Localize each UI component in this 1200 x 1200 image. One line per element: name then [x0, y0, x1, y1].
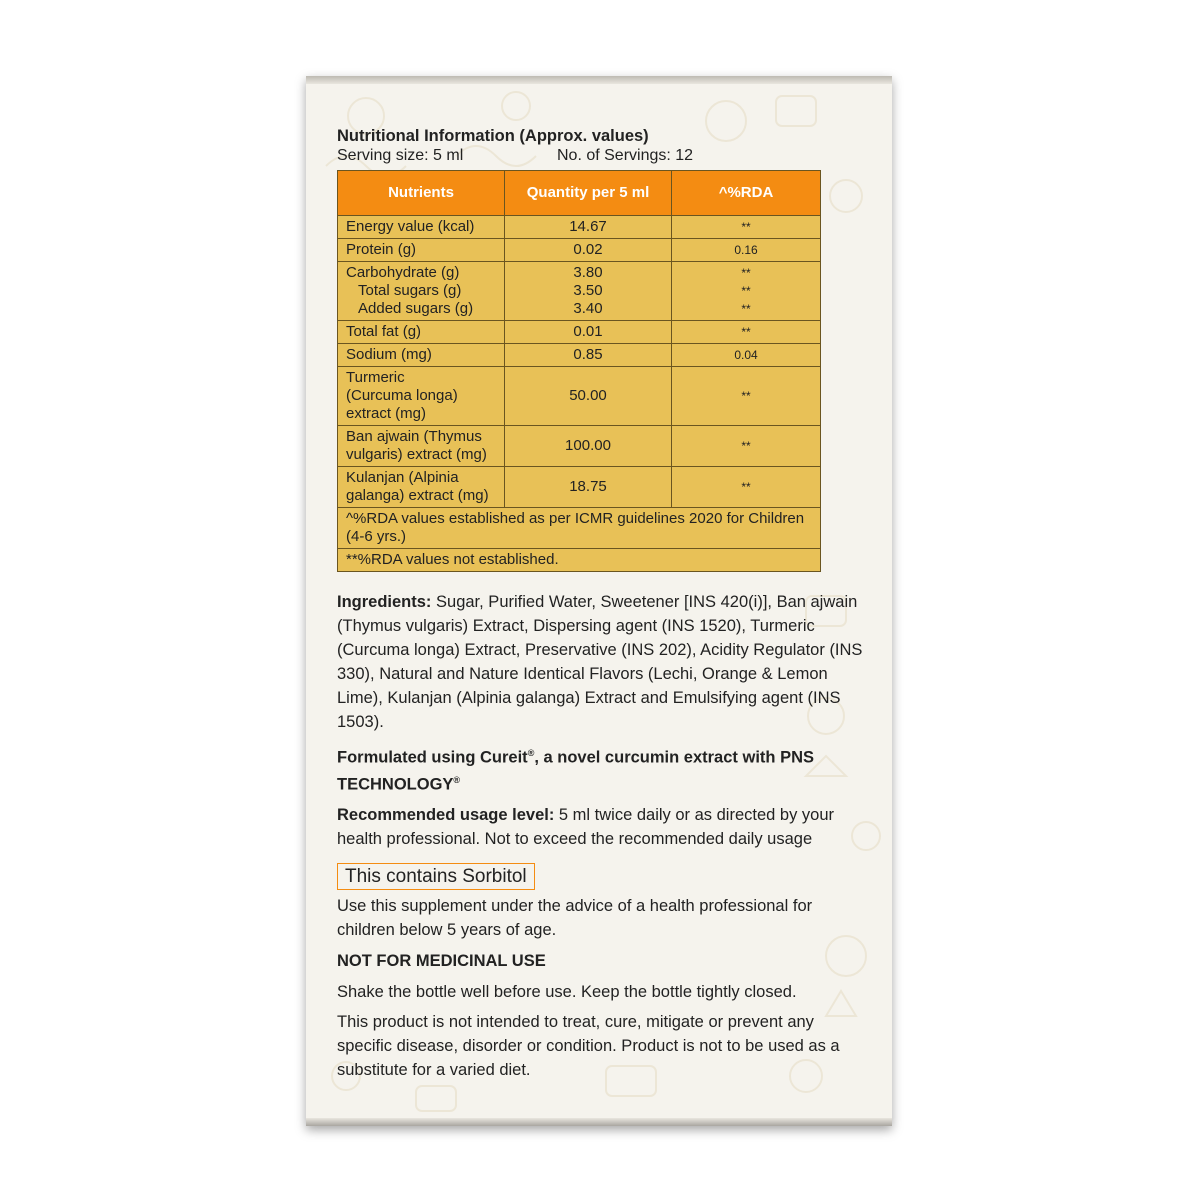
registered-mark-2: ®	[453, 774, 461, 785]
disclaimer-text: This product is not intended to treat, cure, mitigate or prevent any specific disease, disorder or condition. Product is not to be used as a substitute for a varied diet.	[337, 1013, 840, 1079]
nutrient-name	[338, 216, 505, 239]
nutrient-rda	[672, 262, 821, 321]
nutrient-rda	[672, 367, 821, 426]
cell-line: Ban ajwain (Thymus	[346, 428, 482, 445]
nutrition-row	[338, 426, 821, 467]
nutrition-row	[338, 239, 821, 262]
footnote-rda-not-established: **%RDA values not established.	[338, 549, 821, 572]
nutrient-name	[338, 467, 505, 508]
nutrient-quantity	[505, 467, 672, 508]
nutrient-quantity	[505, 239, 672, 262]
serving-size: Serving size: 5 ml	[337, 147, 464, 164]
cell-line: (Curcuma longa)	[346, 387, 458, 404]
cell-line: 0.85	[573, 346, 603, 363]
cell-line: **	[741, 480, 751, 494]
cell-line: 100.00	[565, 437, 611, 454]
nutrient-quantity	[505, 216, 672, 239]
label-panel	[306, 76, 892, 1126]
usage-text: 5 ml twice daily or as directed by your health professional. Not to exceed the recommended daily usage	[337, 806, 835, 848]
usage-label: Recommended usage level:	[337, 806, 555, 824]
nutrition-row	[338, 344, 821, 367]
nutrient-rda	[672, 321, 821, 344]
cell-line: vulgaris) extract (mg)	[346, 446, 487, 463]
nutrient-name	[338, 344, 505, 367]
serving-info	[337, 146, 867, 166]
nutrient-rda	[672, 344, 821, 367]
nutrient-rda	[672, 426, 821, 467]
cell-line: **	[741, 284, 751, 298]
cell-line: galanga) extract (mg)	[346, 487, 489, 504]
cell-line: 0.16	[734, 243, 758, 257]
formulated-part2: , a novel curcumin extract with PNS TECHNOLOGY	[337, 748, 814, 793]
cell-line: Total sugars (g)	[358, 282, 462, 299]
number-of-servings: No. of Servings: 12	[557, 147, 694, 164]
cell-line: 3.40	[573, 300, 603, 317]
nutrition-table	[337, 170, 821, 572]
nutrient-quantity	[505, 367, 672, 426]
label-content	[337, 126, 867, 1082]
cell-line: 18.75	[569, 478, 607, 495]
nutrient-name	[338, 367, 505, 426]
not-medicinal-heading: NOT FOR MEDICINAL USE	[337, 952, 546, 970]
cell-line: 14.67	[569, 218, 607, 235]
cell-line: Carbohydrate (g)	[346, 264, 460, 281]
nutrient-quantity	[505, 262, 672, 321]
nutrition-row	[338, 262, 821, 321]
cell-line: Energy value (kcal)	[346, 218, 475, 235]
cell-line: **	[741, 266, 751, 280]
advice-text: Use this supplement under the advice of a health professional for children below 5 years of age.	[337, 897, 813, 939]
cell-line: 0.01	[573, 323, 603, 340]
nutrition-title: Nutritional Information (Approx. values)	[337, 127, 649, 145]
cell-line: Sodium (mg)	[346, 346, 432, 363]
sorbitol-notice: This contains Sorbitol	[337, 863, 535, 890]
cell-line: Kulanjan (Alpinia	[346, 469, 459, 486]
nutrient-name	[338, 426, 505, 467]
usage-paragraph	[337, 803, 867, 851]
cell-line: **	[741, 439, 751, 453]
cell-line: 50.00	[569, 387, 607, 404]
nutrient-quantity	[505, 344, 672, 367]
cell-line: Total fat (g)	[346, 323, 422, 340]
footnote-rda-established: ^%RDA values established as per ICMR guidelines 2020 for Children (4-6 yrs.)	[338, 508, 821, 549]
nutrient-quantity	[505, 321, 672, 344]
header-rda: ^%RDA	[672, 171, 821, 216]
nutrient-name	[338, 321, 505, 344]
ingredients-paragraph	[337, 590, 867, 734]
cell-line: **	[741, 389, 751, 403]
panel-bottom-edge	[306, 1118, 892, 1126]
formulated-statement	[337, 742, 867, 795]
cell-line: Protein (g)	[346, 241, 417, 258]
header-quantity: Quantity per 5 ml	[505, 171, 672, 216]
cell-line: **	[741, 302, 751, 316]
nutrition-row	[338, 367, 821, 426]
nutrient-name	[338, 262, 505, 321]
nutrition-row	[338, 467, 821, 508]
formulated-part1: Formulated using Cureit	[337, 748, 528, 767]
nutrient-rda	[672, 239, 821, 262]
nutrient-rda	[672, 467, 821, 508]
nutrition-row	[338, 216, 821, 239]
cell-line: 0.02	[573, 241, 603, 258]
cell-line: 3.50	[573, 282, 603, 299]
header-nutrients: Nutrients	[338, 171, 505, 216]
cell-line: 0.04	[734, 348, 758, 362]
ingredients-text: Sugar, Purified Water, Sweetener [INS 420(i)], Ban ajwain (Thymus vulgaris) Extract, Dispersing agent (INS 1520), Turmeric (Curcuma longa) Extract, Preservative (INS 202), Acidity Regulator (INS 330), Natural and Nature Identical Flavors (Lechi, Orange & Lemon Lime), Kulanjan (Alpinia galanga) Extract and Emulsifying agent (INS 1503).	[337, 593, 863, 731]
cell-line: **	[741, 325, 751, 339]
nutrition-row	[338, 321, 821, 344]
cell-line: extract (mg)	[346, 405, 427, 422]
shake-text: Shake the bottle well before use. Keep the bottle tightly closed.	[337, 983, 797, 1001]
ingredients-label: Ingredients:	[337, 593, 432, 611]
nutrient-name	[338, 239, 505, 262]
cell-line: **	[741, 220, 751, 234]
cell-line: Added sugars (g)	[358, 300, 474, 317]
registered-mark-1: ®	[527, 748, 535, 758]
nutrient-rda	[672, 216, 821, 239]
nutrient-quantity	[505, 426, 672, 467]
cell-line: 3.80	[573, 264, 603, 281]
cell-line: Turmeric	[346, 369, 405, 386]
